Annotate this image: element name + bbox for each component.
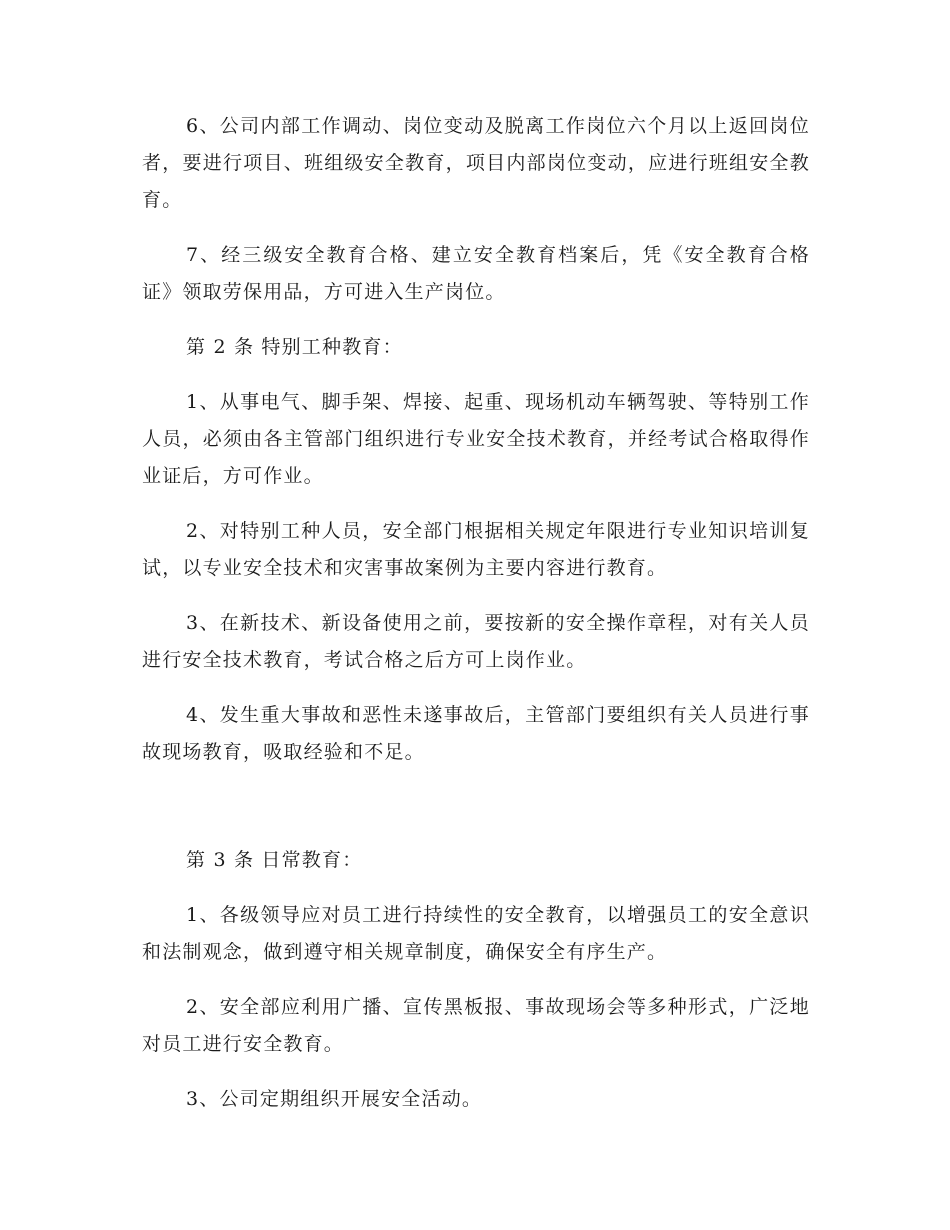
paragraph-7: 7、经三级安全教育合格、建立安全教育档案后，凭《安全教育合格证》领取劳保用品，方可进入生产岗位。	[142, 244, 810, 303]
paragraph-6: 6、公司内部工作调动、岗位变动及脱离工作岗位六个月以上返回岗位者，要进行项目、班组级安全教育，项目内部岗位变动，应进行班组安全教育。	[142, 115, 810, 211]
section-3-item-1: 1、各级领导应对员工进行持续性的安全教育，以增强员工的安全意识和法制观念，做到遵守相关规章制度，确保安全有序生产。	[142, 904, 810, 963]
section-2-item-1: 1、从事电气、脚手架、焊接、起重、现场机动车辆驾驶、等特别工作人员，必须由各主管部门组织进行专业安全技术教育，并经考试合格取得作业证后，方可作业。	[142, 391, 810, 487]
section-2-item-3: 3、在新技术、新设备使用之前，要按新的安全操作章程，对有关人员进行安全技术教育，考试合格之后方可上岗作业。	[142, 612, 810, 671]
section-3-item-2: 2、安全部应利用广播、宣传黑板报、事故现场会等多种形式，广泛地对员工进行安全教育。	[142, 996, 810, 1055]
section-2-item-2: 2、对特别工种人员，安全部门根据相关规定年限进行专业知识培训复试，以专业安全技术和灾害事故案例为主要内容进行教育。	[142, 520, 810, 579]
section-3-heading: 第 3 条 日常教育：	[186, 849, 363, 871]
section-2-item-4: 4、发生重大事故和恶性未遂事故后，主管部门要组织有关人员进行事故现场教育，吸取经验和不足。	[142, 704, 810, 763]
section-spacer	[142, 789, 810, 842]
section-3-item-3: 3、公司定期组织开展安全活动。	[186, 1088, 483, 1110]
section-2-heading: 第 2 条 特别工种教育：	[186, 336, 403, 358]
